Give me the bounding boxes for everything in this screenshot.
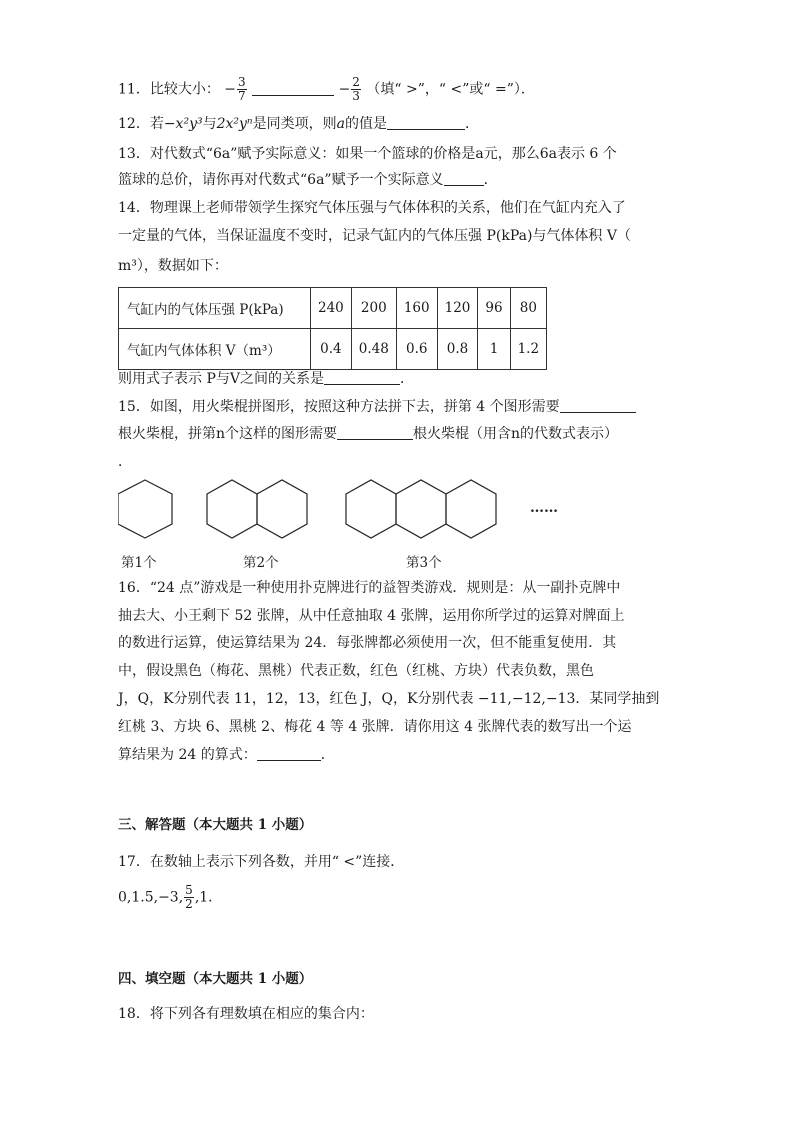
hexagon-3-3 — [446, 480, 496, 538]
hexagon-2-2 — [257, 480, 307, 538]
q11-fraction-2 — [351, 76, 361, 103]
q16-line6: 红桃 3、方块 6、黑桃 2、梅花 4 等 4 张牌．请你用这 4 张牌代表的数写出一个运 — [118, 719, 632, 735]
q17-frac-numerator: 5 — [185, 883, 193, 897]
q14-pressure-cell: 96 — [478, 288, 510, 329]
q11-frac1-numerator: 3 — [238, 75, 246, 89]
q12-term2: 2x²yⁿ — [216, 116, 253, 132]
q14-volume-cell: 0.4 — [311, 329, 352, 370]
q14-after-end: ． — [399, 371, 414, 387]
q16-line5: J，Q，K分别代表 11，12，13，红色 J，Q，K分别代表 −11,−12,−13．某同学抽到 — [118, 691, 660, 707]
q14-volume-cell: 1.2 — [510, 329, 546, 370]
q15-line2-text-a: 根火柴棍，拼第n个这样的图形需要 — [118, 426, 338, 442]
q15-caption-2: 第2个 — [243, 555, 279, 571]
hexagon-3-1 — [346, 480, 396, 538]
q15-answer-blank-1[interactable] — [560, 398, 636, 413]
q15-line2-text-b: 根火柴棍（用含n的代数式表示） — [413, 426, 619, 442]
table-row — [119, 329, 547, 370]
q14-data-table — [118, 287, 547, 370]
q14-line2: 一定量的气体，当保证温度不变时，记录气缸内的气体压强 P(kPa)与气体体积 V（ — [118, 228, 631, 244]
q12-answer-blank[interactable] — [387, 115, 465, 130]
q16-answer-blank[interactable] — [257, 746, 321, 761]
q12-line — [118, 114, 479, 134]
q16-line4: 中，假设黑色（梅花、黑桃）代表正数，红色（红桃、方块）代表负数，黑色 — [118, 663, 594, 679]
q17-numbers-b: ,1． — [194, 889, 223, 906]
hexagon-2-1 — [207, 480, 257, 538]
q14-pressure-cell: 160 — [396, 288, 437, 329]
q17-line1: 17．在数轴上表示下列各数，并用“ <”连接． — [118, 854, 405, 870]
q14-line3: m³），数据如下： — [118, 258, 228, 274]
q11-frac2-denominator: 3 — [352, 89, 360, 103]
q12-mid: 与 — [202, 116, 217, 132]
q11-fraction-1 — [237, 76, 247, 103]
q15-line1 — [118, 397, 636, 417]
hexagon-3-2 — [396, 480, 446, 538]
q14-volume-cell: 1 — [478, 329, 510, 370]
q17-fraction — [184, 884, 194, 911]
q11-prefix: 11．比较大小： — [118, 81, 220, 98]
q12-prefix: 12．若 — [118, 116, 164, 132]
q14-pressure-cell: 120 — [437, 288, 478, 329]
hexagon-1-1 — [118, 480, 172, 538]
q14-pressure-cell: 240 — [311, 288, 352, 329]
q14-volume-cell: 0.6 — [396, 329, 437, 370]
q11-neg2: − — [338, 81, 351, 98]
hexagon-figure — [118, 478, 578, 542]
q14-volume-cell: 0.48 — [351, 329, 396, 370]
q14-pressure-cell: 80 — [510, 288, 546, 329]
q14-volume-cell: 0.8 — [437, 329, 478, 370]
section-3-heading: 三、解答题（本大题共 1 小题） — [118, 817, 313, 833]
q15-caption-3: 第3个 — [406, 555, 442, 571]
q17-frac-denominator: 2 — [185, 897, 193, 911]
q15-line2 — [118, 424, 618, 444]
q14-after-text: 则用式子表示 P与V之间的关系是 — [118, 371, 324, 387]
q13-answer-blank[interactable] — [444, 171, 484, 186]
q12-var: a — [336, 116, 345, 132]
q16-line2: 抽去大、小王剩下 52 张牌，从中任意抽取 4 张牌，运用你所学过的运算对牌面上 — [118, 608, 625, 624]
q11-line — [118, 76, 535, 103]
q12-suffix2: 的值是 — [344, 116, 387, 132]
section-4-heading: 四、填空题（本大题共 1 小题） — [118, 971, 313, 987]
q15-caption-1: 第1个 — [121, 555, 157, 571]
q14-answer-blank[interactable] — [324, 370, 400, 385]
q15-line3: ． — [118, 454, 132, 470]
q17-numbers — [118, 884, 222, 911]
q13-line1: 13．对代数式“6a”赋予实际意义：如果一个篮球的价格是a元，那么6a表示 6 个 — [118, 146, 617, 162]
q14-row1-label: 气缸内的气体压强 P(kPa) — [119, 288, 311, 329]
q14-line1: 14．物理课上老师带领学生探究气体压强与气体体积的关系，他们在气缸内充入了 — [118, 200, 626, 216]
q13-line2 — [118, 170, 498, 190]
q17-numbers-a: 0,1.5,−3, — [118, 889, 184, 906]
table-row — [119, 288, 547, 329]
q13-line2-text: 篮球的总价，请你再对代数式“6a”赋予一个实际意义 — [118, 172, 444, 188]
q15-ellipsis: …… — [530, 500, 558, 516]
q16-line7-end: ． — [320, 747, 335, 763]
q15-answer-blank-2[interactable] — [337, 425, 413, 440]
q11-neg1: − — [224, 81, 237, 98]
q16-line7-text: 算结果为 24 的算式： — [118, 747, 257, 763]
q14-after-line — [118, 369, 414, 389]
q16-line1: 16．“24 点”游戏是一种使用扑克牌进行的益智类游戏．规则是：从一副扑克牌中 — [118, 580, 621, 596]
q12-suffix1: 是同类项，则 — [252, 116, 337, 132]
q12-term1: −x²y³ — [163, 116, 203, 132]
q16-line7 — [118, 745, 335, 765]
q11-suffix: （填“ >”，“ <”或“ =”）． — [366, 81, 535, 98]
q11-frac2-numerator: 2 — [352, 75, 360, 89]
q13-line2-end: ． — [483, 172, 498, 188]
q11-answer-blank[interactable] — [252, 81, 334, 96]
q15-line1-text: 15．如图，用火柴棍拼图形，按照这种方法拼下去，拼第 4 个图形需要 — [118, 399, 560, 415]
q14-pressure-cell: 200 — [351, 288, 396, 329]
q12-end: ． — [464, 116, 479, 132]
q14-row2-label: 气缸内气体体积 V（m³） — [119, 329, 311, 370]
q18-line1: 18．将下列各有理数填在相应的集合内： — [118, 1006, 374, 1022]
q11-frac1-denominator: 7 — [238, 89, 246, 103]
q16-line3: 的数进行运算，使运算结果为 24．每张牌都必须使用一次，但不能重复使用．其 — [118, 635, 617, 651]
